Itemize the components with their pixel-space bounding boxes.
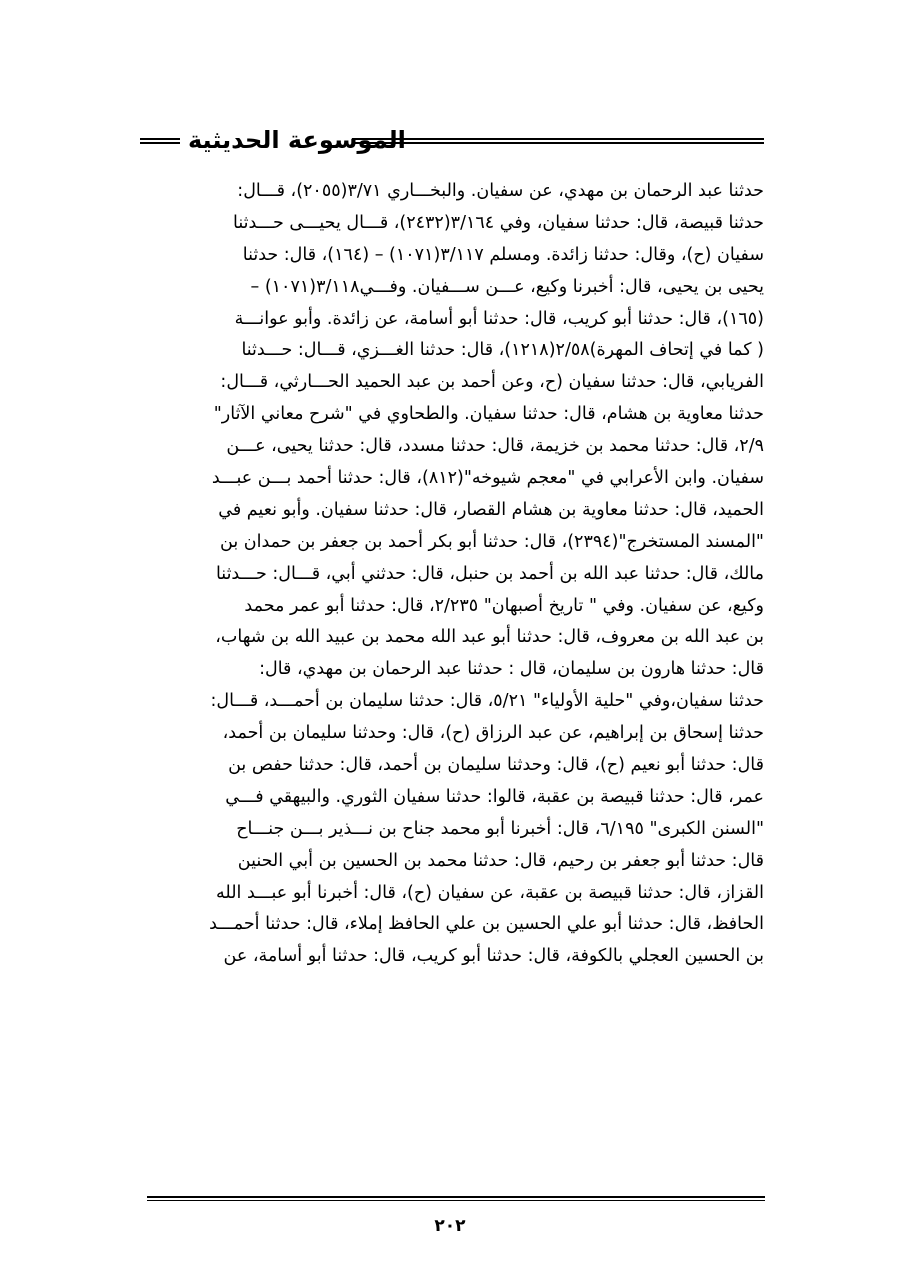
- page-number: ٢٠٢: [434, 1216, 466, 1236]
- text-line: قال: حدثنا أبو جعفر بن رحيم، قال: حدثنا محمد بن الحسين بن أبي الحنين: [237, 850, 764, 871]
- text-line: (١٦٥)، قال: حدثنا أبو كريب، قال: حدثنا أبو أسامة، عن زائدة. وأبو عوانـــة: [234, 308, 764, 329]
- text-line: الحافظ، قال: حدثنا أبو علي الحسين بن علي الحافظ إملاء، قال: حدثنا أحمـــد: [209, 914, 764, 935]
- text-line: حدثنا سفيان،وفي "حلية الأولياء" ٥/٢١، قال: حدثنا سليمان بن أحمـــد، قـــال:: [210, 691, 764, 712]
- text-line: وكيع، عن سفيان. وفي " تاريخ أصبهان" ٢/٢٣٥، قال: حدثنا أبو عمر محمد: [244, 595, 764, 616]
- text-line: قال: حدثنا أبو نعيم (ح)، قال: وحدثنا سليمان بن أحمد، قال: حدثنا حفص بن: [228, 755, 764, 776]
- text-line: ٢/٩، قال: حدثنا محمد بن خزيمة، قال: حدثنا مسدد، قال: حدثنا يحيى، عـــن: [226, 436, 764, 457]
- text-line: حدثنا قبيصة، قال: حدثنا سفيان، وفي ٣/١٦٤(٢٤٣٢)، قـــال يحيـــى حـــدثنا: [232, 212, 764, 233]
- text-line: بن عبد الله بن معروف، قال: حدثنا أبو عبد الله محمد بن عبيد الله بن شهاب،: [215, 627, 764, 648]
- text-line: يحيى بن يحيى، قال: أخبرنا وكيع، عـــن ســـفيان. وفـــي٣/١١٨(١٠٧١) –: [250, 276, 764, 297]
- page-header: [140, 122, 764, 170]
- text-line: حدثنا معاوية بن هشام، قال: حدثنا سفيان. والطحاوي في "شرح معاني الآثار": [213, 404, 764, 425]
- text-line: حدثنا عبد الرحمان بن مهدي، عن سفيان. والبخـــاري ٣/٧١(٢٠٥٥)، قـــال:: [237, 181, 764, 201]
- text-line: قال: حدثنا هارون بن سليمان، قال : حدثنا عبد الرحمان بن مهدي، قال:: [259, 659, 764, 680]
- header-rule-left: [140, 138, 180, 144]
- body-text: [140, 176, 764, 973]
- text-line: سفيان (ح)، وقال: حدثنا زائدة. ومسلم ٣/١١٧(١٠٧١) – (١٦٤)، قال: حدثنا: [242, 244, 764, 265]
- text-line: سفيان. وابن الأعرابي في "معجم شيوخه"(٨١٢)، قال: حدثنا أحمد بـــن عبـــد: [211, 468, 764, 489]
- page-title: الموسوعة الحديثية: [188, 126, 406, 154]
- text-line: بن الحسين العجلي بالكوفة، قال: حدثنا أبو كريب، قال: حدثنا أبو أسامة، عن: [223, 946, 764, 967]
- header-rule-right: [352, 138, 764, 144]
- text-line: "المسند المستخرج"(٢٣٩٤)، قال: حدثنا أبو بكر أحمد بن جعفر بن حمدان بن: [220, 531, 764, 552]
- text-line: "السنن الكبرى" ٦/١٩٥، قال: أخبرنا أبو محمد جناح بن نـــذير بـــن جنـــاح: [236, 818, 764, 839]
- text-line: حدثنا إسحاق بن إبراهيم، عن عبد الرزاق (ح)، قال: وحدثنا سليمان بن أحمد،: [222, 723, 764, 744]
- text-line: القزاز، قال: حدثنا قبيصة بن عقبة، عن سفيان (ح)، قال: أخبرنا أبو عبـــد الله: [216, 882, 764, 903]
- footer-rule: [147, 1196, 765, 1201]
- text-line: الحميد، قال: حدثنا معاوية بن هشام القصار، قال: حدثنا سفيان. وأبو نعيم في: [218, 499, 764, 520]
- text-line: ( كما في إتحاف المهرة)٢/٥٨(١٢١٨)، قال: حدثنا الغـــزي، قـــال: حـــدثنا: [241, 340, 764, 361]
- text-line: الفريابي، قال: حدثنا سفيان (ح، وعن أحمد بن عبد الحميد الحـــارثي، قـــال:: [220, 372, 764, 393]
- text-line: مالك، قال: حدثنا عبد الله بن أحمد بن حنبل، قال: حدثني أبي، قـــال: حـــدثنا: [215, 563, 764, 584]
- text-line: عمر، قال: حدثنا قبيصة بن عقبة، قالوا: حدثنا سفيان الثوري. والبيهقي فـــي: [225, 786, 764, 807]
